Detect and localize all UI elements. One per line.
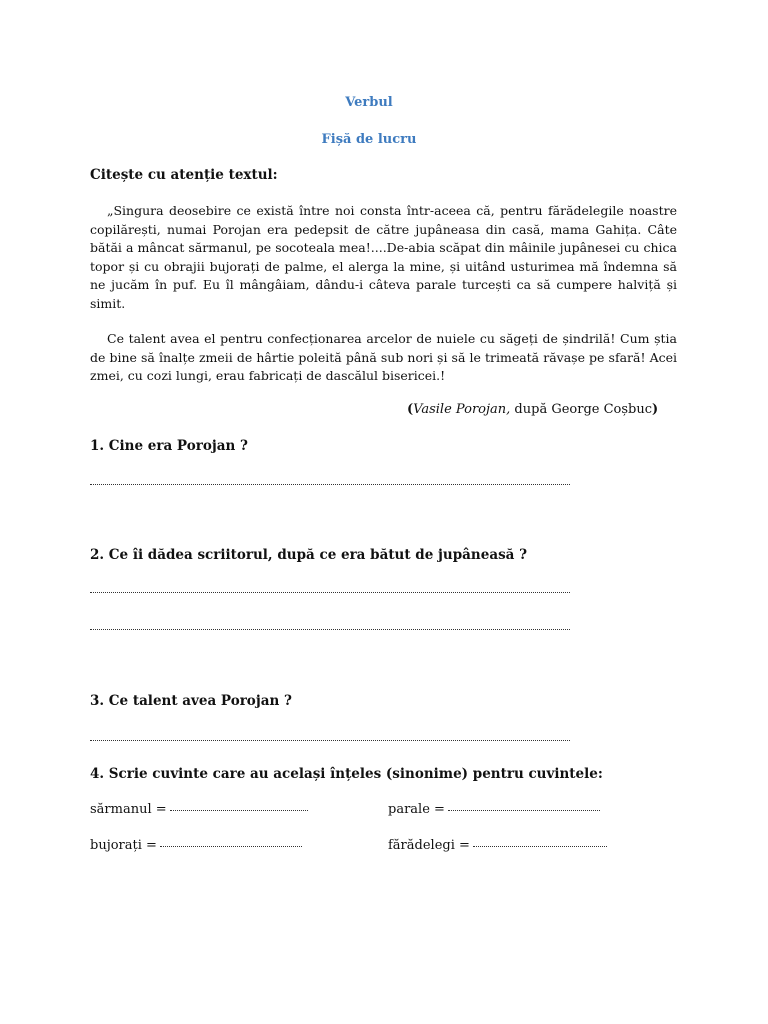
answer-line-2b[interactable] <box>90 629 570 630</box>
question-4: 4. Scrie cuvinte care au același înțeles (sinonime) pentru cuvintele: <box>90 766 603 782</box>
answer-line-1[interactable] <box>90 484 570 485</box>
question-1: 1. Cine era Porojan ? <box>90 438 248 454</box>
synonym-label-parale: parale = <box>388 802 445 817</box>
credit-source: după George Coșbuc <box>510 402 653 417</box>
page-subtitle: Fișă de lucru <box>321 132 417 147</box>
text-credit <box>407 402 658 417</box>
synonym-label-bujorati: bujorați = <box>90 838 157 853</box>
synonym-blank-parale[interactable] <box>448 810 600 811</box>
credit-author: Vasile Porojan, <box>413 402 511 417</box>
synonym-item-faradelegi <box>388 838 607 853</box>
credit-open-paren: ( <box>407 402 414 417</box>
text-paragraph-2: Ce talent avea el pentru confecționarea arcelor de nuiele cu săgeți de șindrilă! Cum știa de bine să înalțe zmeii de hârtie poleită până sub nori și să le trimeată răvașe pe sfară! Acei zmei, cu cozi lungi, erau fabricați de dascălul bisericei.! <box>90 331 677 384</box>
synonym-item-bujorati <box>90 838 302 853</box>
synonym-label-sarmanul: sărmanul = <box>90 802 167 817</box>
question-2: 2. Ce îi dădea scriitorul, după ce era bătut de jupâneasă ? <box>90 547 528 563</box>
answer-line-3[interactable] <box>90 740 570 741</box>
credit-close-paren: ) <box>652 402 659 417</box>
synonym-item-parale <box>388 802 600 817</box>
synonym-item-sarmanul <box>90 802 308 817</box>
text-paragraph-1: „Singura deosebire ce există între noi consta într-aceea că, pentru fărădelegile noastre copilărești, numai Porojan era pedepsit de către jupâneasa din casă, mama Gahița. Câte bătăi a mâncat sărmanul, pe socoteala mea!....De-abia scăpat din mâinile jupânesei cu chica topor și cu obrajii bujorați de palme, el alerga la mine, și uitând usturimea mă îndemna să ne jucăm în puf. Eu îl mângâiam, dându-i câteva parale turcești ca să cumpere halviță și simit. <box>90 203 677 311</box>
page-title: Verbul <box>345 95 393 110</box>
reading-instruction: Citește cu atenție textul: <box>90 167 278 183</box>
synonym-label-faradelegi: fărădelegi = <box>388 838 470 853</box>
synonym-blank-faradelegi[interactable] <box>473 846 607 847</box>
synonym-blank-bujorati[interactable] <box>160 846 302 847</box>
answer-line-2a[interactable] <box>90 592 570 593</box>
question-3: 3. Ce talent avea Porojan ? <box>90 693 292 709</box>
synonym-blank-sarmanul[interactable] <box>170 810 308 811</box>
